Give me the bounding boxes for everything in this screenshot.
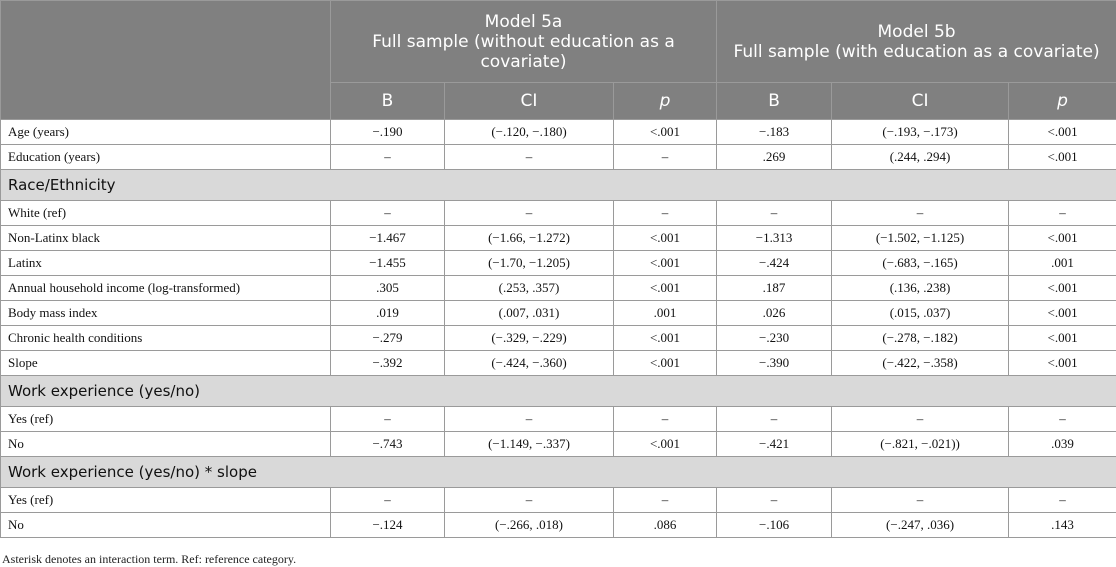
- model-5b-ci-value: (−.247, .036): [832, 513, 1009, 538]
- table-body: [1, 120, 1116, 538]
- table-row: [1, 120, 1116, 145]
- model-5b-b-value: −1.313: [717, 226, 832, 251]
- model-5b-p-value: –: [1009, 488, 1116, 513]
- table-row: [1, 513, 1116, 538]
- model-5b-b-value: .187: [717, 276, 832, 301]
- section-label: Work experience (yes/no) * slope: [1, 457, 1116, 488]
- model-5b-p-value: <.001: [1009, 276, 1116, 301]
- model-5b-ci-value: (−.193, −.173): [832, 120, 1009, 145]
- row-label: Yes (ref): [1, 488, 331, 513]
- model-5a-ci-value: –: [445, 201, 614, 226]
- model-5b-ci-value: (−.422, −.358): [832, 351, 1009, 376]
- model-5a-ci-value: (−.266, .018): [445, 513, 614, 538]
- model-5b-ci-value: (.015, .037): [832, 301, 1009, 326]
- model-5a-title: Model 5a: [484, 11, 563, 32]
- model-5b-title: Model 5b: [877, 21, 956, 42]
- model-5a-b-value: −.392: [331, 351, 445, 376]
- table-row: [1, 301, 1116, 326]
- model-5b-b-value: −.421: [717, 432, 832, 457]
- model-5a-p-value: –: [614, 145, 717, 170]
- model-5b-b-value: –: [717, 488, 832, 513]
- model-5b-b-value: –: [717, 407, 832, 432]
- section-label: Race/Ethnicity: [1, 170, 1116, 201]
- row-label: Education (years): [1, 145, 331, 170]
- model-5a-p-value: <.001: [614, 326, 717, 351]
- model-5b-p-value: .039: [1009, 432, 1116, 457]
- table-footnote: Asterisk denotes an interaction term. Ref: reference category.: [2, 552, 297, 566]
- row-label: Yes (ref): [1, 407, 331, 432]
- model-5b-ci-value: –: [832, 201, 1009, 226]
- model-5b-p-value: <.001: [1009, 226, 1116, 251]
- model-5a-p-value: <.001: [614, 432, 717, 457]
- row-label: Annual household income (log-transformed): [1, 276, 331, 301]
- header-blank-cell: [1, 1, 331, 120]
- model-5b-p-value: <.001: [1009, 145, 1116, 170]
- model-5a-ci-value: (−.424, −.360): [445, 351, 614, 376]
- model-5a-p-value: .001: [614, 301, 717, 326]
- model-5b-b-value: −.390: [717, 351, 832, 376]
- model-5b-p-value: –: [1009, 201, 1116, 226]
- col-header-ci: CI: [445, 83, 614, 120]
- model-5b-ci-value: (−.821, −.021)): [832, 432, 1009, 457]
- model-5a-p-value: –: [614, 488, 717, 513]
- model-5a-ci-value: (−1.70, −1.205): [445, 251, 614, 276]
- model-5b-b-value: .026: [717, 301, 832, 326]
- model-5b-p-value: <.001: [1009, 326, 1116, 351]
- model-5b-p-value: –: [1009, 407, 1116, 432]
- model-5b-b-value: −.424: [717, 251, 832, 276]
- row-label: No: [1, 432, 331, 457]
- table-row: [1, 276, 1116, 301]
- model-5b-ci-value: –: [832, 488, 1009, 513]
- table-row: [1, 326, 1116, 351]
- model-5b-subtitle: Full sample (with education as a covariate): [733, 41, 1100, 62]
- section-row: [1, 170, 1116, 201]
- col-header-p: p: [1009, 83, 1116, 120]
- model-5a-ci-value: (−.120, −.180): [445, 120, 614, 145]
- model-5a-ci-value: –: [445, 488, 614, 513]
- model-5b-header: [717, 1, 1116, 83]
- model-5a-b-value: −.190: [331, 120, 445, 145]
- model-5a-p-value: <.001: [614, 351, 717, 376]
- row-label: Body mass index: [1, 301, 331, 326]
- section-row: [1, 376, 1116, 407]
- model-5a-p-value: .086: [614, 513, 717, 538]
- table-row: [1, 145, 1116, 170]
- model-5a-b-value: –: [331, 488, 445, 513]
- model-5a-ci-value: (.253, .357): [445, 276, 614, 301]
- table-row: [1, 432, 1116, 457]
- col-header-b: B: [331, 83, 445, 120]
- table-row: [1, 351, 1116, 376]
- model-5a-p-value: <.001: [614, 251, 717, 276]
- model-5a-b-value: .305: [331, 276, 445, 301]
- col-header-p: p: [614, 83, 717, 120]
- model-5b-b-value: −.183: [717, 120, 832, 145]
- model-5b-p-value: <.001: [1009, 301, 1116, 326]
- model-5a-ci-value: (.007, .031): [445, 301, 614, 326]
- section-row: [1, 457, 1116, 488]
- model-5b-ci-value: (−.683, −.165): [832, 251, 1009, 276]
- table-row: [1, 488, 1116, 513]
- model-5a-header: [331, 1, 717, 83]
- row-label: No: [1, 513, 331, 538]
- row-label: Non-Latinx black: [1, 226, 331, 251]
- model-5b-p-value: <.001: [1009, 351, 1116, 376]
- row-label: White (ref): [1, 201, 331, 226]
- model-5a-b-value: −.124: [331, 513, 445, 538]
- model-5b-b-value: .269: [717, 145, 832, 170]
- table-row: [1, 226, 1116, 251]
- row-label: Latinx: [1, 251, 331, 276]
- section-label: Work experience (yes/no): [1, 376, 1116, 407]
- model-5a-ci-value: (−1.149, −.337): [445, 432, 614, 457]
- model-5b-p-value: <.001: [1009, 120, 1116, 145]
- model-5a-b-value: –: [331, 407, 445, 432]
- model-5a-p-value: –: [614, 407, 717, 432]
- model-5b-ci-value: (−.278, −.182): [832, 326, 1009, 351]
- model-5b-p-value: .001: [1009, 251, 1116, 276]
- model-5a-p-value: –: [614, 201, 717, 226]
- model-5a-b-value: −1.455: [331, 251, 445, 276]
- model-5a-p-value: <.001: [614, 226, 717, 251]
- col-header-b: B: [717, 83, 832, 120]
- table-row: [1, 201, 1116, 226]
- model-5a-ci-value: (−.329, −.229): [445, 326, 614, 351]
- row-label: Slope: [1, 351, 331, 376]
- model-5a-ci-value: –: [445, 145, 614, 170]
- model-5b-b-value: −.230: [717, 326, 832, 351]
- model-5a-b-value: –: [331, 145, 445, 170]
- model-5a-p-value: <.001: [614, 120, 717, 145]
- row-label: Chronic health conditions: [1, 326, 331, 351]
- model-5b-b-value: –: [717, 201, 832, 226]
- col-header-ci: CI: [832, 83, 1009, 120]
- model-5a-ci-value: (−1.66, −1.272): [445, 226, 614, 251]
- model-5a-b-value: −.743: [331, 432, 445, 457]
- model-5a-b-value: −1.467: [331, 226, 445, 251]
- model-5a-p-value: <.001: [614, 276, 717, 301]
- model-5a-b-value: −.279: [331, 326, 445, 351]
- model-5b-ci-value: (.244, .294): [832, 145, 1009, 170]
- model-5a-ci-value: –: [445, 407, 614, 432]
- model-5b-ci-value: –: [832, 407, 1009, 432]
- model-5b-ci-value: (−1.502, −1.125): [832, 226, 1009, 251]
- model-5a-subtitle: Full sample (without education as a covariate): [372, 31, 675, 72]
- model-5b-p-value: .143: [1009, 513, 1116, 538]
- model-5a-b-value: –: [331, 201, 445, 226]
- model-5a-b-value: .019: [331, 301, 445, 326]
- table-row: [1, 407, 1116, 432]
- table-row: [1, 251, 1116, 276]
- model-5b-b-value: −.106: [717, 513, 832, 538]
- row-label: Age (years): [1, 120, 331, 145]
- model-5b-ci-value: (.136, .238): [832, 276, 1009, 301]
